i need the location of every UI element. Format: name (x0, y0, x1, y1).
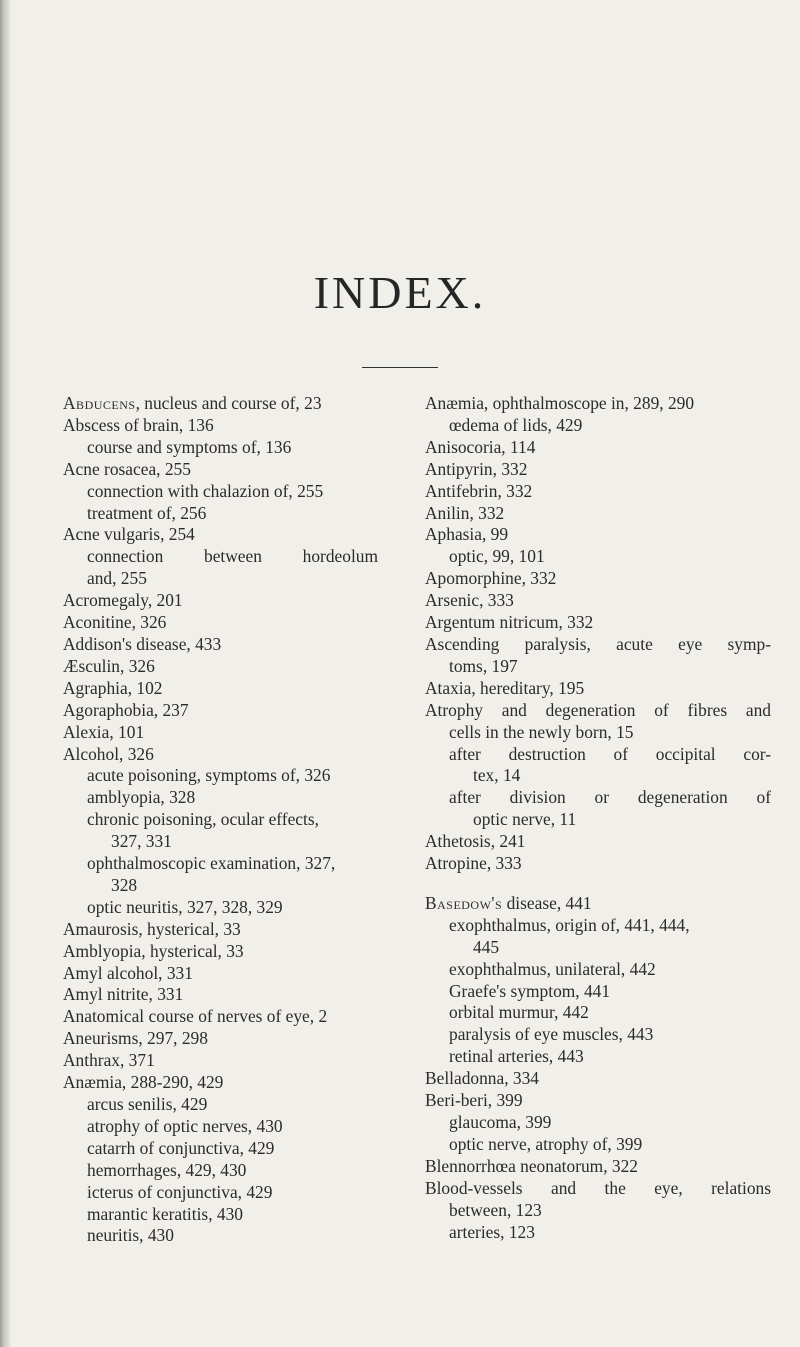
entry-text: disease, 441 (502, 892, 592, 913)
index-entry: Belladonna, 334 (425, 1068, 539, 1089)
index-subentry: atrophy of optic nerves, 430 (87, 1115, 283, 1136)
index-subentry: after division or degeneration of (449, 787, 771, 808)
entry-text: , nucleus and course of, 23 (135, 393, 322, 413)
index-subentry: course and symptoms of, 136 (87, 436, 292, 457)
index-subentry: exophthalmus, origin of, 441, 444, (449, 914, 690, 935)
index-entry: Acromegaly, 201 (63, 590, 183, 611)
index-entry: Aphasia, 99 (425, 524, 509, 545)
index-entry: Apomorphine, 332 (425, 568, 557, 589)
index-subentry-continuation: and, 255 (87, 568, 147, 589)
index-entry: Aneurisms, 297, 298 (63, 1028, 208, 1049)
index-entry: Alcohol, 326 (63, 743, 154, 764)
index-entry: Abscess of brain, 136 (63, 414, 214, 435)
index-entry: Addison's disease, 433 (63, 633, 222, 654)
index-entry: Anæmia, 288-290, 429 (63, 1072, 224, 1093)
index-entry: Blennorrhœa neonatorum, 322 (425, 1155, 638, 1176)
index-subentry: connection with chalazion of, 255 (87, 480, 324, 501)
index-entry: Argentum nitricum, 332 (425, 612, 594, 633)
index-subentry: orbital murmur, 442 (449, 1002, 589, 1023)
index-entry-continuation: cells in the newly born, 15 (449, 721, 634, 742)
index-entry: Athetosis, 241 (425, 831, 526, 852)
index-entry (425, 893, 771, 915)
index-entry: Beri-beri, 399 (425, 1090, 523, 1111)
index-subentry: optic nerve, atrophy of, 399 (449, 1133, 643, 1154)
index-subentry: icterus of conjunctiva, 429 (87, 1181, 273, 1202)
index-entry-continuation: toms, 197 (449, 655, 518, 676)
entry-headword: Basedow's (425, 892, 503, 913)
index-subentry-continuation: tex, 14 (473, 765, 521, 786)
index-entry: Ataxia, hereditary, 195 (425, 677, 585, 698)
index-entry: Atropine, 333 (425, 853, 522, 874)
index-entry: Æsculin, 326 (63, 655, 155, 676)
index-subentry: arteries, 123 (449, 1221, 535, 1242)
index-subentry: chronic poisoning, ocular effects, (87, 809, 319, 830)
entry-headword: Abducens (63, 393, 136, 413)
index-entry: Atrophy and degeneration of fibres and (425, 699, 771, 720)
index-entry: Acne vulgaris, 254 (63, 524, 195, 545)
index-entry: Blood-vessels and the eye, relations (425, 1177, 771, 1198)
index-subentry: glaucoma, 399 (449, 1112, 552, 1132)
index-subentry: ophthalmoscopic examination, 327, (87, 853, 336, 874)
index-entry: Amblyopia, hysterical, 33 (63, 940, 244, 961)
index-entry: Agraphia, 102 (63, 677, 163, 698)
index-subentry: paralysis of eye muscles, 443 (449, 1024, 654, 1045)
index-subentry: optic neuritis, 327, 328, 329 (87, 896, 283, 917)
index-subentry: after destruction of occipital cor- (449, 743, 771, 764)
index-entry: Agoraphobia, 237 (63, 699, 189, 720)
index-entry: Aconitine, 326 (63, 612, 167, 633)
index-column-left (63, 393, 378, 1247)
index-subentry: acute poisoning, symptoms of, 326 (87, 765, 331, 786)
title-rule (362, 367, 438, 368)
index-subentry: marantic keratitis, 430 (87, 1203, 243, 1224)
index-column-right (425, 393, 771, 1243)
index-subentry: Graefe's symptom, 441 (449, 980, 611, 1001)
index-subentry-continuation: 445 (473, 936, 500, 957)
index-entry: Acne rosacea, 255 (63, 458, 191, 479)
index-subentry: exophthalmus, unilateral, 442 (449, 958, 656, 979)
index-subentry: amblyopia, 328 (87, 787, 196, 808)
index-entry: Antifebrin, 332 (425, 480, 533, 501)
index-subentry: optic, 99, 101 (449, 546, 545, 567)
index-subentry-continuation: optic nerve, 11 (473, 809, 577, 830)
page-binding-edge (0, 0, 10, 1347)
index-subentry-continuation: 328 (111, 874, 138, 895)
index-entry: Anthrax, 371 (63, 1050, 155, 1071)
index-entry: Anæmia, ophthalmoscope in, 289, 290 (425, 393, 695, 413)
page-title: INDEX. (313, 267, 487, 318)
index-entry: Amyl nitrite, 331 (63, 984, 184, 1005)
index-entry (63, 393, 378, 415)
index-subentry: retinal arteries, 443 (449, 1046, 584, 1067)
index-entry: Anisocoria, 114 (425, 436, 536, 457)
index-subentry: neuritis, 430 (87, 1225, 174, 1246)
index-entry: Anilin, 332 (425, 502, 505, 523)
index-subentry: hemorrhages, 429, 430 (87, 1159, 247, 1180)
index-entry: Ascending paralysis, acute eye symp- (425, 633, 771, 654)
index-entry: Antipyrin, 332 (425, 458, 528, 479)
index-subentry-continuation: 327, 331 (111, 831, 172, 852)
index-subentry: œdema of lids, 429 (449, 414, 583, 435)
index-entry: Amyl alcohol, 331 (63, 962, 193, 983)
index-entry: Arsenic, 333 (425, 590, 514, 611)
index-subentry: arcus senilis, 429 (87, 1094, 208, 1114)
index-entry: Amaurosis, hysterical, 33 (63, 918, 241, 939)
index-entry-continuation: between, 123 (449, 1199, 542, 1220)
index-subentry: treatment of, 256 (87, 502, 207, 523)
index-subentry: connection between hordeolum (87, 546, 378, 567)
index-entry: Alexia, 101 (63, 721, 145, 742)
index-subentry: catarrh of conjunctiva, 429 (87, 1137, 275, 1158)
index-entry: Anatomical course of nerves of eye, 2 (63, 1006, 328, 1027)
